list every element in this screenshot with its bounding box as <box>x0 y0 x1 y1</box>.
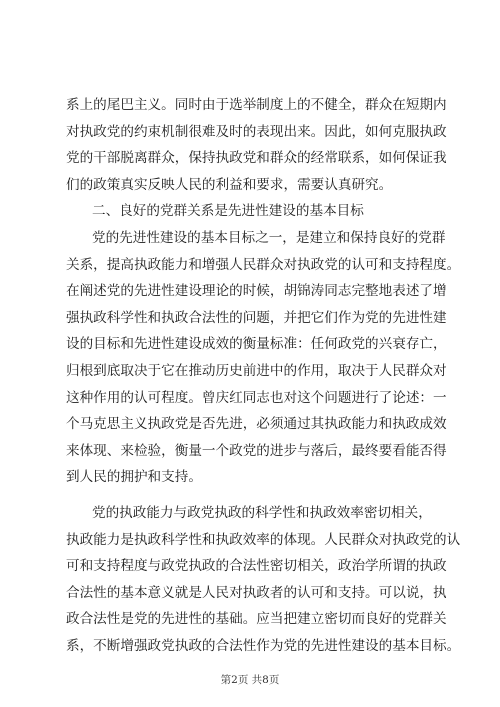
text-line: 党的先进性建设的基本目标之一，是建立和保持良好的党群 <box>92 229 446 246</box>
text-line: 执政能力是执政科学性和执政效率的体现。人民群众对执政党的认 <box>66 531 461 548</box>
text-line: 来体现、来检验，衡量一个政党的进步与落后，最终要看能否得 <box>66 442 447 459</box>
text-line: 个马克思主义执政党是否先进，必须通过其执政能力和执政成效 <box>66 416 447 433</box>
page-footer <box>0 672 500 687</box>
text-line: 在阐述党的先进性建设理论的时候，胡锦涛同志完整地表述了增 <box>66 283 447 300</box>
text-line: 党的执政能力与政党执政的科学性和执政效率密切相关， <box>92 505 432 521</box>
text-line: 们的政策真实反映人民的利益和要求，需要认真研究。 <box>66 176 393 193</box>
text-line: 对执政党的约束机制很难及时的表现出来。因此，如何克服执政 <box>66 123 447 140</box>
text-line: 这种作用的认可程度。曾庆红同志也对这个问题进行了论述：一 <box>66 389 447 406</box>
body-text-lower <box>66 500 461 660</box>
body-text-upper <box>66 92 461 491</box>
text-line: 强执政科学性和执政合法性的问题，并把它们作为党的先进性建 <box>66 309 447 326</box>
text-line: 关系，提高执政能力和增强人民群众对执政党的认可和支持程度。 <box>66 256 461 273</box>
text-line: 系上的尾巴主义。同时由于选举制度上的不健全，群众在短期内 <box>66 97 447 113</box>
text-line: 到人民的拥护和支持。 <box>66 469 202 486</box>
text-line: 政合法性是党的先进性的基础。应当把建立密切而良好的党群关 <box>66 611 447 628</box>
section-heading: 二、良好的党群关系是先进性建设的基本目标 <box>92 203 364 220</box>
text-line: 合法性的基本意义就是人民对执政者的认可和支持。可以说，执 <box>66 584 447 601</box>
text-line: 党的干部脱离群众，保持执政党和群众的经常联系，如何保证我 <box>66 150 447 167</box>
text-line: 设的目标和先进性建设成效的衡量标准：任何政党的兴衰存亡， <box>66 336 447 353</box>
text-line: 系，不断增强政党执政的合法性作为党的先进性建设的基本目标。 <box>66 637 461 654</box>
text-line: 归根到底取决于它在推动历史前进中的作用，取决于人民群众对 <box>66 362 447 379</box>
text-line: 可和支持程度与政党执政的合法性密切相关，政治学所谓的执政 <box>66 558 447 575</box>
page-number-label: 第2页 共8页 <box>220 674 280 686</box>
